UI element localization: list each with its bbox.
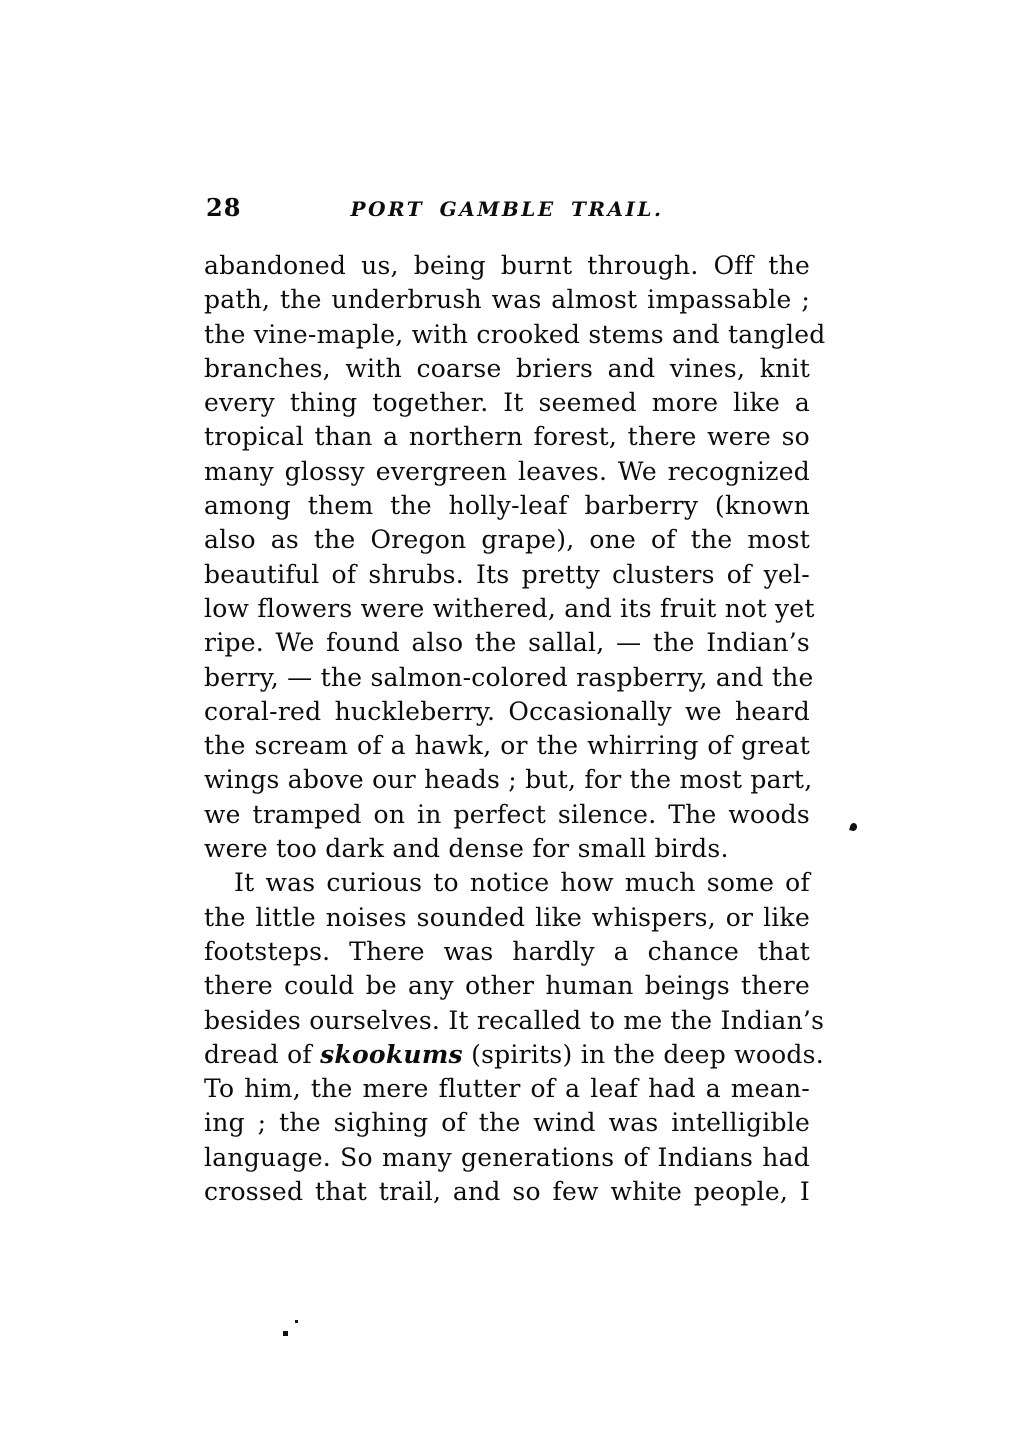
text-line: ing ; the sighing of the wind was intelligible (204, 1108, 810, 1138)
text-line: branches, with coarse briers and vines, knit (204, 353, 810, 383)
text-line: low flowers were withered, and its fruit not yet (204, 593, 815, 623)
page-number: 28 (206, 193, 242, 222)
text-line: abandoned us, being burnt through. Off the (204, 251, 810, 280)
emphasized-word: skookums (320, 1039, 463, 1069)
text-line: the scream of a hawk, or the whirring of great (204, 731, 810, 761)
text-line: crossed that trail, and so few white people, I (204, 1177, 810, 1207)
text-line: language. So many generations of Indians had (204, 1142, 810, 1172)
text-line: beautiful of shrubs. Its pretty clusters of yel- (204, 559, 810, 589)
page-body (204, 249, 826, 1209)
text-line: To him, the mere flutter of a leaf had a mean- (204, 1074, 810, 1104)
text-line: we tramped on in perfect silence. The woods (204, 799, 810, 829)
text-line: berry, — the salmon-colored raspberry, and the (204, 662, 814, 692)
text-line: path, the underbrush was almost impassable ; (204, 285, 810, 315)
text-line: tropical than a northern forest, there were so (204, 422, 810, 452)
scan-speck (849, 822, 858, 832)
scan-speck (295, 1320, 298, 1323)
text-line: wings above our heads ; but, for the most part, (204, 765, 813, 795)
text-line: footsteps. There was hardly a chance that (204, 936, 810, 966)
text-line: also as the Oregon grape), one of the most (204, 525, 810, 555)
text-line: dread of skookums (spirits) in the deep woods. (204, 1039, 824, 1069)
text-line: ripe. We found also the sallal, — the Indian’s (204, 628, 810, 658)
scan-speck (283, 1331, 288, 1336)
text-line: were too dark and dense for small birds. (204, 834, 729, 864)
text-line: the vine-maple, with crooked stems and tangled (204, 319, 826, 349)
running-header: PORT GAMBLE TRAIL. (350, 197, 664, 221)
text-line: many glossy evergreen leaves. We recognized (204, 456, 810, 486)
text-line: every thing together. It seemed more like a (204, 388, 810, 418)
text-line: the little noises sounded like whispers, or like (204, 902, 810, 932)
text-line: there could be any other human beings there (204, 971, 810, 1001)
text-line: besides ourselves. It recalled to me the Indian’s (204, 1005, 825, 1035)
text-line: coral-red huckleberry. Occasionally we heard (204, 696, 810, 726)
text-line: among them the holly-leaf barberry (known (204, 491, 810, 521)
text-line: It was curious to notice how much some of (234, 868, 810, 898)
